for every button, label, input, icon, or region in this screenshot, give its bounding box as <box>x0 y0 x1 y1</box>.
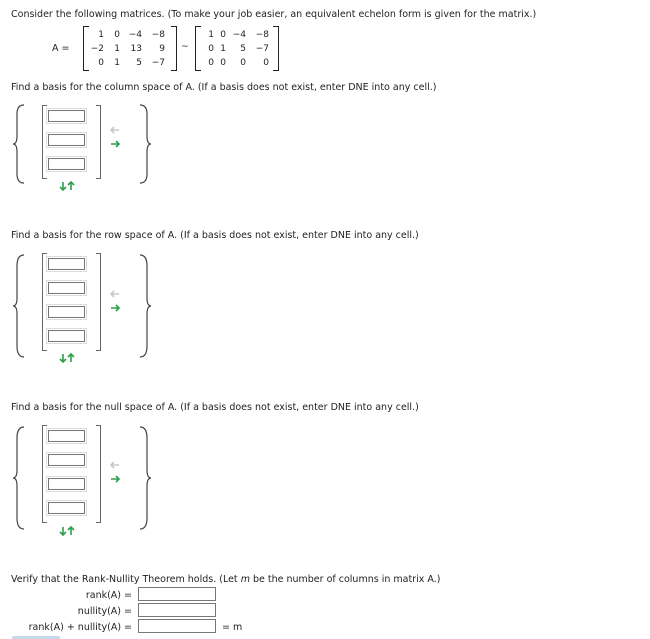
matrix-cell: −7 <box>255 44 269 54</box>
left-brace-icon <box>12 104 26 184</box>
vector-bracket-right <box>96 425 101 523</box>
right-brace-icon <box>138 426 152 530</box>
row-vector-entry-4[interactable] <box>48 330 85 342</box>
remove-row-icon[interactable] <box>59 526 67 539</box>
matrix-cell: 0 <box>263 58 269 68</box>
remove-row-icon[interactable] <box>59 181 67 194</box>
vector-bracket-left <box>42 105 47 179</box>
matrix-a <box>83 26 177 71</box>
vector-bracket-right <box>96 253 101 351</box>
matrix-cell: 1 <box>98 30 104 40</box>
vector-bracket-right <box>96 105 101 179</box>
add-vector-icon[interactable] <box>110 140 120 151</box>
add-row-icon[interactable] <box>67 353 75 366</box>
matrix-cell: 13 <box>130 44 142 54</box>
add-vector-icon[interactable] <box>110 475 120 486</box>
matrix-cell: −8 <box>255 30 269 40</box>
matrix-cell: −4 <box>128 30 142 40</box>
vector-bracket-left <box>42 253 47 351</box>
matrix-cell: 5 <box>136 58 142 68</box>
matrix-cell: −7 <box>151 58 165 68</box>
null-space-question: Find a basis for the null space of A. (If a basis does not exist, enter DNE into any cell.) <box>11 402 419 413</box>
nullity-label: nullity(A) = <box>77 606 132 617</box>
matrix-cell: 0 <box>240 58 246 68</box>
row-vector-entry-1[interactable] <box>48 258 85 270</box>
row-vector-entry-3[interactable] <box>48 306 85 318</box>
equivalence-symbol: ~ <box>181 42 189 52</box>
matrix-cell: −2 <box>90 44 104 54</box>
null-vector-entry-2[interactable] <box>48 454 85 466</box>
matrix-cell: 0 <box>208 44 214 54</box>
intro-text: Consider the following matrices. (To make your job easier, an equivalent echelon form is given for the matrix.) <box>11 9 537 20</box>
rank-label: rank(A) = <box>85 590 132 601</box>
matrix-cell: 0 <box>220 58 226 68</box>
verify-question: Verify that the Rank-Nullity Theorem holds. (Let m be the number of columns in matrix A.) <box>11 574 441 585</box>
matrix-cell: 0 <box>220 30 226 40</box>
row-space-question: Find a basis for the row space of A. (If a basis does not exist, enter DNE into any cell.) <box>11 230 419 241</box>
col-vector-entry-2[interactable] <box>48 134 85 146</box>
null-vector-entry-3[interactable] <box>48 478 85 490</box>
right-brace-icon <box>138 254 152 358</box>
add-row-icon[interactable] <box>67 181 75 194</box>
remove-row-icon[interactable] <box>59 353 67 366</box>
matrix-cell: 1 <box>208 30 214 40</box>
matrix-cell: 5 <box>240 44 246 54</box>
matrix-cell: 0 <box>114 30 120 40</box>
equals-m-text: = m <box>222 622 243 633</box>
row-vector-entry-2[interactable] <box>48 282 85 294</box>
rank-input[interactable] <box>138 587 216 601</box>
column-space-question: Find a basis for the column space of A. (If a basis does not exist, enter DNE into any cell.) <box>11 82 437 93</box>
remove-vector-icon[interactable] <box>110 290 120 301</box>
null-vector-entry-1[interactable] <box>48 430 85 442</box>
null-vector-entry-4[interactable] <box>48 502 85 514</box>
matrix-cell: 1 <box>220 44 226 54</box>
col-vector-entry-1[interactable] <box>48 110 85 122</box>
nullity-input[interactable] <box>138 603 216 617</box>
matrix-cell: 0 <box>208 58 214 68</box>
matrix-cell: −4 <box>232 30 246 40</box>
matrix-cell: 0 <box>98 58 104 68</box>
matrix-echelon <box>195 26 279 71</box>
matrix-cell: 1 <box>114 58 120 68</box>
remove-vector-icon[interactable] <box>110 126 120 137</box>
sum-label: rank(A) + nullity(A) = <box>28 622 132 633</box>
left-brace-icon <box>12 254 26 358</box>
sum-input[interactable] <box>138 619 216 633</box>
left-brace-icon <box>12 426 26 530</box>
right-brace-icon <box>138 104 152 184</box>
matrix-a-label: A = <box>52 43 70 54</box>
remove-vector-icon[interactable] <box>110 461 120 472</box>
matrix-cell: 1 <box>114 44 120 54</box>
matrix-cell: −8 <box>151 30 165 40</box>
vector-bracket-left <box>42 425 47 523</box>
add-vector-icon[interactable] <box>110 304 120 315</box>
add-row-icon[interactable] <box>67 526 75 539</box>
col-vector-entry-3[interactable] <box>48 158 85 170</box>
matrix-cell: 9 <box>159 44 165 54</box>
